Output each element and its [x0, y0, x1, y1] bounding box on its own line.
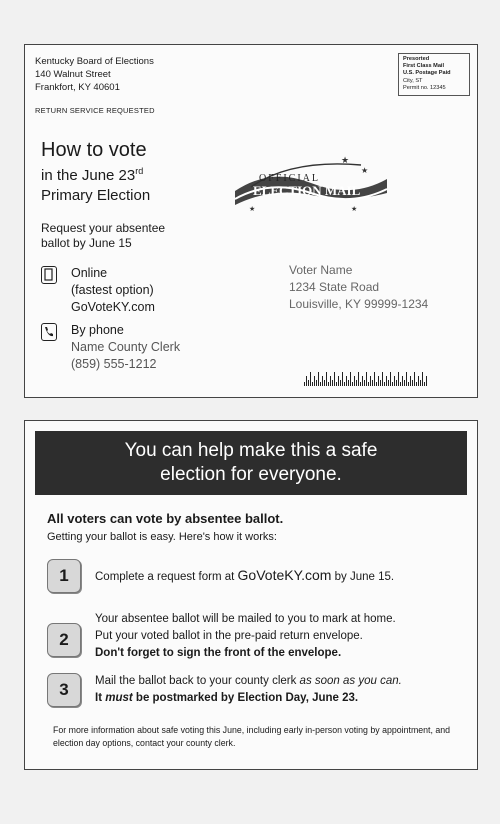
official-election-mail-emblem: [231, 149, 391, 226]
svg-text:OFFICIAL: OFFICIAL: [259, 173, 321, 184]
barcode-bar: [374, 372, 375, 386]
sender-address: Kentucky Board of Elections 140 Walnut Street Frankfort, KY 40601: [35, 56, 154, 93]
barcode-bar: [328, 382, 329, 386]
barcode-bar: [422, 372, 423, 386]
request-form-link[interactable]: GoVoteKY.com: [237, 567, 332, 583]
barcode-bar: [332, 380, 333, 386]
barcode-bar: [396, 380, 397, 386]
svg-text:ELECTION MAIL: ELECTION MAIL: [253, 183, 361, 198]
barcode-bar: [330, 376, 331, 386]
barcode-bar: [414, 372, 415, 386]
barcode-bar: [404, 380, 405, 386]
barcode-bar: [366, 372, 367, 386]
svg-text:★: ★: [249, 206, 256, 213]
barcode-bar: [370, 376, 371, 386]
barcode-bar: [394, 376, 395, 386]
barcode-bar: [358, 372, 359, 386]
barcode-bar: [304, 382, 305, 386]
barcode-bar: [384, 382, 385, 386]
barcode-bar: [310, 372, 311, 386]
barcode-bar: [372, 380, 373, 386]
barcode-bar: [312, 382, 313, 386]
barcode-bar: [424, 382, 425, 386]
barcode-bar: [408, 382, 409, 386]
step-number-badge: 2: [47, 623, 81, 657]
barcode-bar: [342, 372, 343, 386]
barcode-bar: [410, 376, 411, 386]
footnote: For more information about safe voting this June, including early in-person voting by appointment, and election day options, contact your county clerk.: [53, 725, 451, 748]
barcode-bar: [392, 382, 393, 386]
barcode-bar: [426, 376, 427, 386]
barcode-bar: [314, 376, 315, 386]
step-number-badge: 1: [47, 559, 81, 593]
barcode-bar: [306, 376, 307, 386]
barcode-bar: [346, 376, 347, 386]
postal-barcode: [304, 372, 459, 386]
barcode-bar: [338, 376, 339, 386]
mailer-instructions-side: You can help make this a safe election for everyone. All voters can vote by absentee ballot. Getting your ballot is easy. Here's how it works: 1 Complete a request form at GoVoteKY.com by June 15. 2 Your absentee ballot will be mailed to you to mark at home. Put your voted ballot in the pre-paid return envelope. Don't forget to sign the front of the envelope. 3 Mail the ballot back to your county clerk as soon as you can. It must be postmarked by Election Day, June 23. For more information about safe voting this June, including early in-person voting by appointment, and election day options, contact your county clerk.: [24, 420, 478, 770]
barcode-bar: [316, 380, 317, 386]
phone-icon: [41, 323, 57, 341]
barcode-bar: [362, 376, 363, 386]
barcode-bar: [350, 372, 351, 386]
barcode-bar: [352, 382, 353, 386]
barcode-bar: [320, 382, 321, 386]
barcode-bar: [412, 380, 413, 386]
return-service-note: RETURN SERVICE REQUESTED: [35, 106, 155, 115]
barcode-bar: [324, 380, 325, 386]
svg-text:★: ★: [341, 155, 350, 165]
svg-text:★: ★: [361, 166, 369, 175]
barcode-bar: [406, 372, 407, 386]
barcode-bar: [402, 376, 403, 386]
svg-text:★: ★: [351, 206, 358, 213]
barcode-bar: [308, 380, 309, 386]
barcode-bar: [318, 372, 319, 386]
barcode-bar: [400, 382, 401, 386]
phone-number[interactable]: (859) 555-1212: [71, 357, 157, 371]
barcode-bar: [322, 376, 323, 386]
barcode-bar: [382, 372, 383, 386]
barcode-bar: [420, 380, 421, 386]
barcode-bar: [356, 380, 357, 386]
safety-banner: You can help make this a safe election for everyone.: [35, 431, 467, 495]
barcode-bar: [390, 372, 391, 386]
barcode-bar: [388, 380, 389, 386]
request-deadline: Request your absentee ballot by June 15: [41, 221, 166, 250]
barcode-bar: [336, 382, 337, 386]
barcode-bar: [416, 382, 417, 386]
barcode-bar: [364, 380, 365, 386]
barcode-bar: [344, 382, 345, 386]
headline: How to vote: [41, 139, 147, 161]
barcode-bar: [386, 376, 387, 386]
election-type: Primary Election: [41, 187, 151, 204]
headline-block: [41, 139, 150, 206]
postage-indicia: Presorted First Class Mail U.S. Postage Paid City, ST Permit no. 12345: [398, 53, 470, 96]
mailer-address-side: Kentucky Board of Elections 140 Walnut Street Frankfort, KY 40601 RETURN SERVICE REQUESTED Presorted First Class Mail U.S. Postage Paid City, ST Permit no. 12345 How to vote in the June 23rd Primary Election Request your absentee ballot by June 15 Online (fastest option) GoVoteKY.com By phone Name County Clerk (859) 555-1212 OFFICIAL ELECTION MAIL ★ ★ ★ ★ Voter Name 1234 State Road Louisville, KY 99999-1234: [24, 44, 478, 398]
online-url[interactable]: GoVoteKY.com: [71, 300, 155, 314]
election-date: in the June 23rd: [41, 166, 144, 184]
barcode-bar: [398, 372, 399, 386]
smartphone-icon: [41, 266, 57, 284]
barcode-bar: [360, 382, 361, 386]
step-number-badge: 3: [47, 673, 81, 707]
barcode-bar: [334, 372, 335, 386]
barcode-bar: [326, 372, 327, 386]
lead-statement: All voters can vote by absentee ballot.: [47, 511, 284, 526]
lead-subtext: Getting your ballot is easy. Here's how it works:: [47, 531, 277, 543]
barcode-bar: [348, 380, 349, 386]
barcode-bar: [378, 376, 379, 386]
voter-address: Voter Name 1234 State Road Louisville, KY 99999-1234: [289, 263, 429, 311]
barcode-bar: [368, 382, 369, 386]
barcode-bar: [380, 380, 381, 386]
barcode-bar: [376, 382, 377, 386]
barcode-bar: [354, 376, 355, 386]
barcode-bar: [340, 380, 341, 386]
barcode-bar: [418, 376, 419, 386]
